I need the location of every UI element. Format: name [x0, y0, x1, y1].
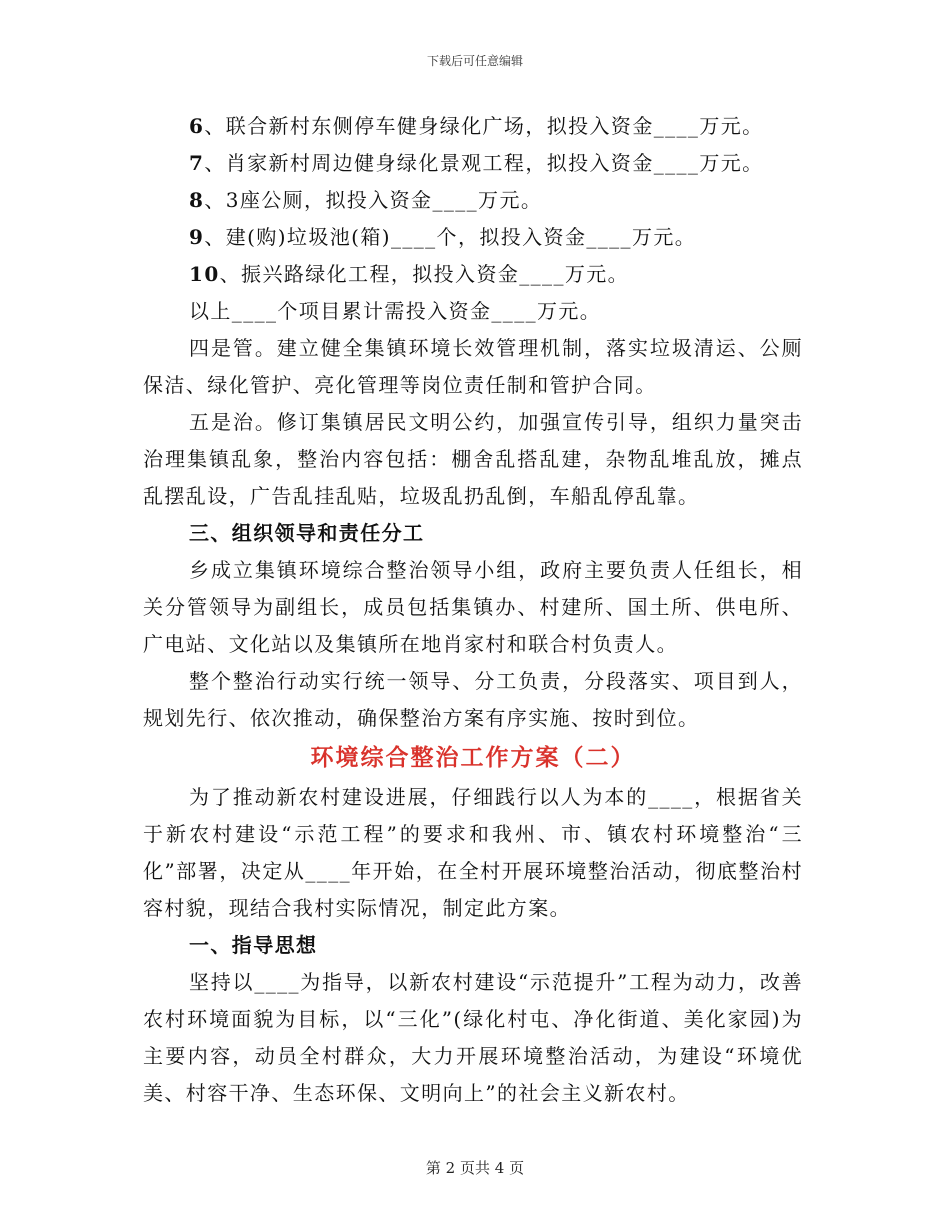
- section-heading-guidance: 一、指导思想: [189, 933, 318, 957]
- summary-line: 以上____个项目累计需投入资金____万元。: [189, 299, 602, 323]
- section-heading-organization: 三、组织领导和责任分工: [189, 521, 425, 545]
- item-text: 、建(购)垃圾池(箱)____个，拟投入资金____万元。: [204, 225, 697, 249]
- paragraph-organization-2: 整个整治行动实行统一领导、分工负责，分段落实、项目到人，规划先行、依次推动，确保整治方案有序实施、按时到位。: [143, 669, 803, 730]
- document-body: [143, 108, 803, 1112]
- item-number: 8: [189, 188, 205, 212]
- paragraph-guidance: 坚持以____为指导，以新农村建设“示范提升”工程为动力，改善农村环境面貌为目标，以“三化”(绿化村屯、净化街道、美化家园)为主要内容，动员全村群众，大力开展环境整治活动，为建设“环境优美、村容干净、生态环保、文明向上”的社会主义新农村。: [143, 970, 803, 1105]
- paragraph-govern: 五是治。修订集镇居民文明公约，加强宣传引导，组织力量突击治理集镇乱象，整治内容包括：棚舍乱搭乱建，杂物乱堆乱放，摊点乱摆乱设，广告乱挂乱贴，垃圾乱扔乱倒，车船乱停乱靠。: [143, 410, 803, 508]
- paragraph-intro: 为了推动新农村建设进展，仔细践行以人为本的____，根据省关于新农村建设“示范工程”的要求和我州、市、镇农村环境整治“三化”部署，决定从____年开始，在全村开展环境整治活动，彻底整治村容村貌，现结合我村实际情况，制定此方案。: [143, 785, 803, 920]
- item-number: 7: [189, 151, 205, 175]
- paragraph-organization-1: 乡成立集镇环境综合整治领导小组，政府主要负责人任组长，相关分管领导为副组长，成员包括集镇办、村建所、国土所、供电所、广电站、文化站以及集镇所在地肖家村和联合村负责人。: [143, 558, 803, 656]
- item-number: 9: [189, 225, 205, 249]
- page-footer: 第 2 页共 4 页: [425, 1159, 525, 1177]
- list-item: [189, 256, 803, 293]
- list-item: [189, 219, 803, 256]
- document-title: 环境综合整治工作方案（二）: [310, 744, 636, 771]
- list-item: [189, 108, 803, 145]
- paragraph-manage: 四是管。建立健全集镇环境长效管理机制，落实垃圾清运、公厕保洁、绿化管护、亮化管理等岗位责任制和管护合同。: [143, 336, 803, 397]
- item-text: 、联合新村东侧停车健身绿化广场，拟投入资金____万元。: [204, 114, 764, 138]
- item-text: 、肖家新村周边健身绿化景观工程，拟投入资金____万元。: [204, 151, 764, 175]
- list-item: [189, 145, 803, 182]
- item-text: 、振兴路绿化工程，拟投入资金____万元。: [219, 262, 630, 286]
- item-number: 10: [189, 262, 220, 286]
- page-header: 下载后可任意编辑: [426, 54, 523, 68]
- item-number: 6: [189, 114, 205, 138]
- item-text: 、3座公厕，拟投入资金____万元。: [204, 188, 543, 212]
- list-item: [189, 182, 803, 219]
